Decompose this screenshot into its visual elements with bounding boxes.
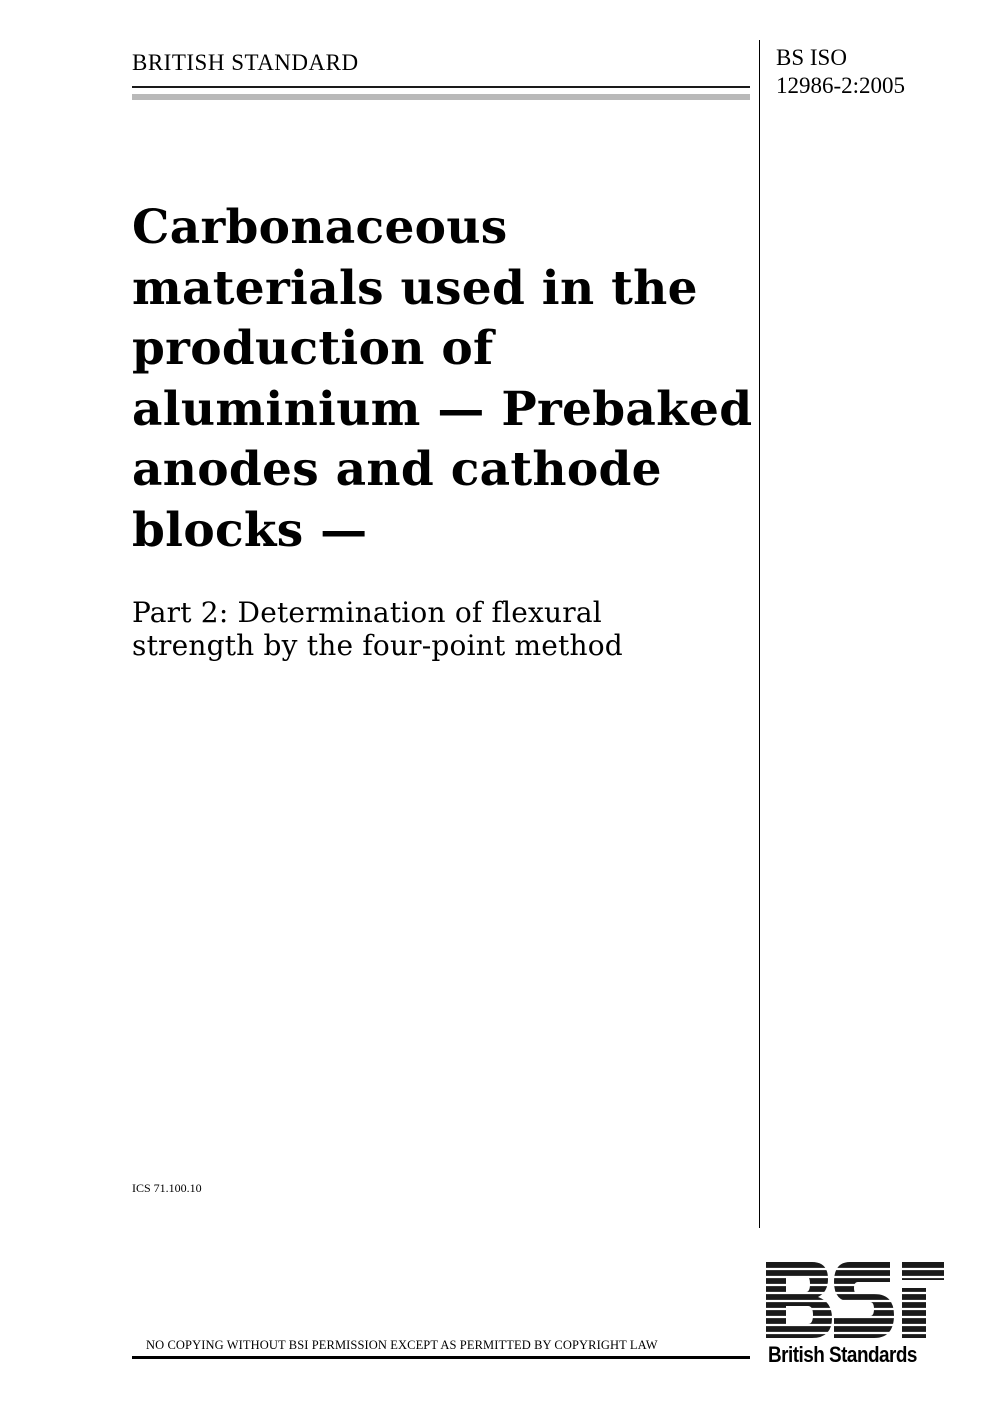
- header-rule-thin: [132, 86, 750, 88]
- subtitle-line: Part 2: Determination of flexural: [132, 596, 602, 629]
- title-line: materials used in the: [132, 260, 698, 316]
- series-label: BRITISH STANDARD: [132, 50, 359, 75]
- copyright-notice: NO COPYING WITHOUT BSI PERMISSION EXCEPT AS PERMITTED BY COPYRIGHT LAW: [146, 1338, 658, 1352]
- bsi-tagline: British Standards: [768, 1342, 917, 1367]
- header-rule-thick: [132, 94, 750, 100]
- title-line: aluminium — Prebaked: [132, 381, 753, 437]
- footer-rule: [132, 1356, 750, 1359]
- title-line: anodes and cathode: [132, 442, 662, 497]
- doc-id-line-2: 12986-2:2005: [776, 73, 906, 98]
- bsi-logo: [766, 1262, 944, 1338]
- main-title: [132, 198, 752, 561]
- ics-code: ICS 71.100.10: [132, 1181, 202, 1195]
- doc-id-line-1: BS ISO: [776, 45, 847, 70]
- title-line: Carbonaceous: [132, 200, 508, 255]
- subtitle-line: strength by the four-point method: [132, 629, 623, 662]
- subtitle: [132, 596, 752, 662]
- document-identifier: [776, 44, 905, 100]
- vertical-divider: [759, 40, 760, 1228]
- title-line: production of: [132, 321, 494, 376]
- title-line: blocks —: [132, 502, 368, 558]
